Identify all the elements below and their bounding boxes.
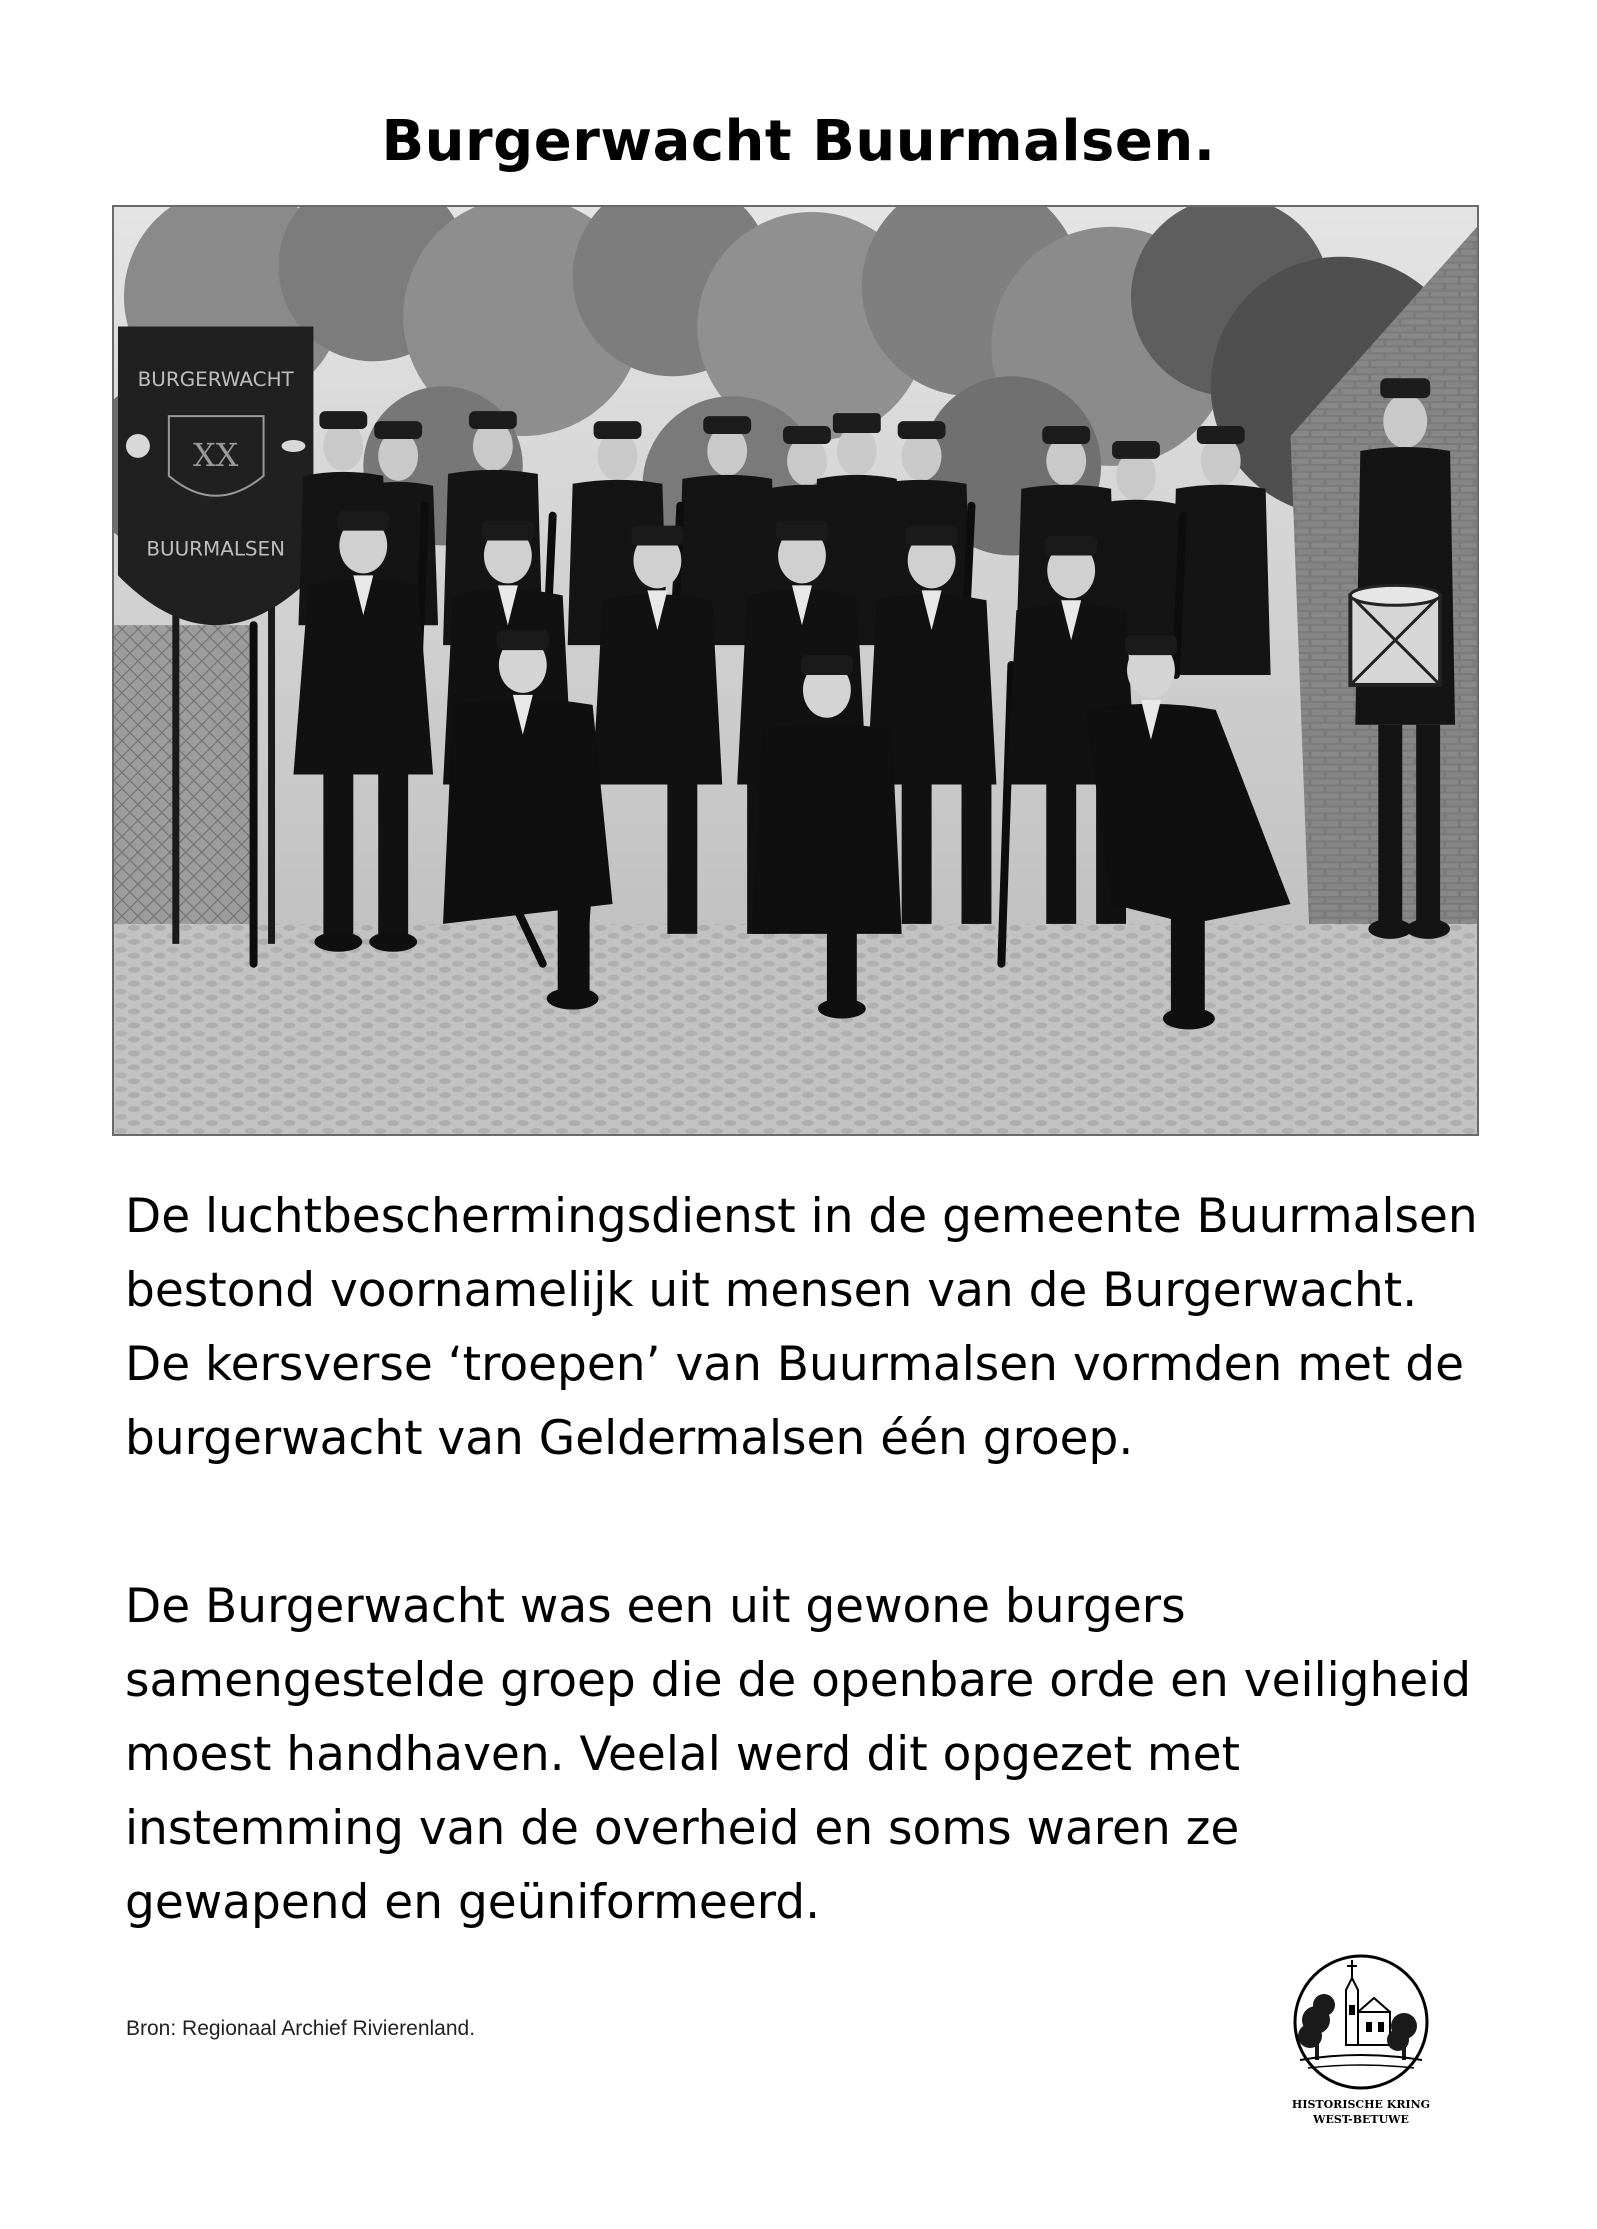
- logo-line-1: HISTORISCHE KRING: [1291, 2098, 1431, 2111]
- source-credit: Bron: Regionaal Archief Rivierenland.: [126, 2017, 476, 2040]
- historische-kring-logo: [1286, 1950, 1436, 2130]
- fence: [114, 625, 254, 944]
- page-title: Burgerwacht Buurmalsen.: [381, 109, 1216, 174]
- banner-bottom-text: BUURMALSEN: [146, 537, 286, 561]
- paragraph-2: De Burgerwacht was een uit gewone burgers samengestelde groep die de openbare orde en veiligheid moest handhaven. Veelal werd dit opgezet met instemming van de overheid en soms waren ze gewapend en geüniformeerd.: [125, 1579, 1472, 1930]
- banner-top-text: BURGERWACHT: [137, 368, 294, 392]
- cobblestone-ground: [114, 924, 1477, 1134]
- paragraph-1: De luchtbeschermingsdienst in de gemeente Buurmalsen bestond voornamelijk uit mensen van de Burgerwacht. De kersverse ‘troepen’ van Buurmalsen vormden met de burgerwacht van Geldermalsen één groep.: [125, 1189, 1478, 1466]
- logo-line-2: WEST-BETUWE: [1313, 2113, 1409, 2126]
- historical-photo: [112, 205, 1479, 1136]
- drum: [1350, 585, 1440, 685]
- svg-text:XX: XX: [192, 435, 239, 474]
